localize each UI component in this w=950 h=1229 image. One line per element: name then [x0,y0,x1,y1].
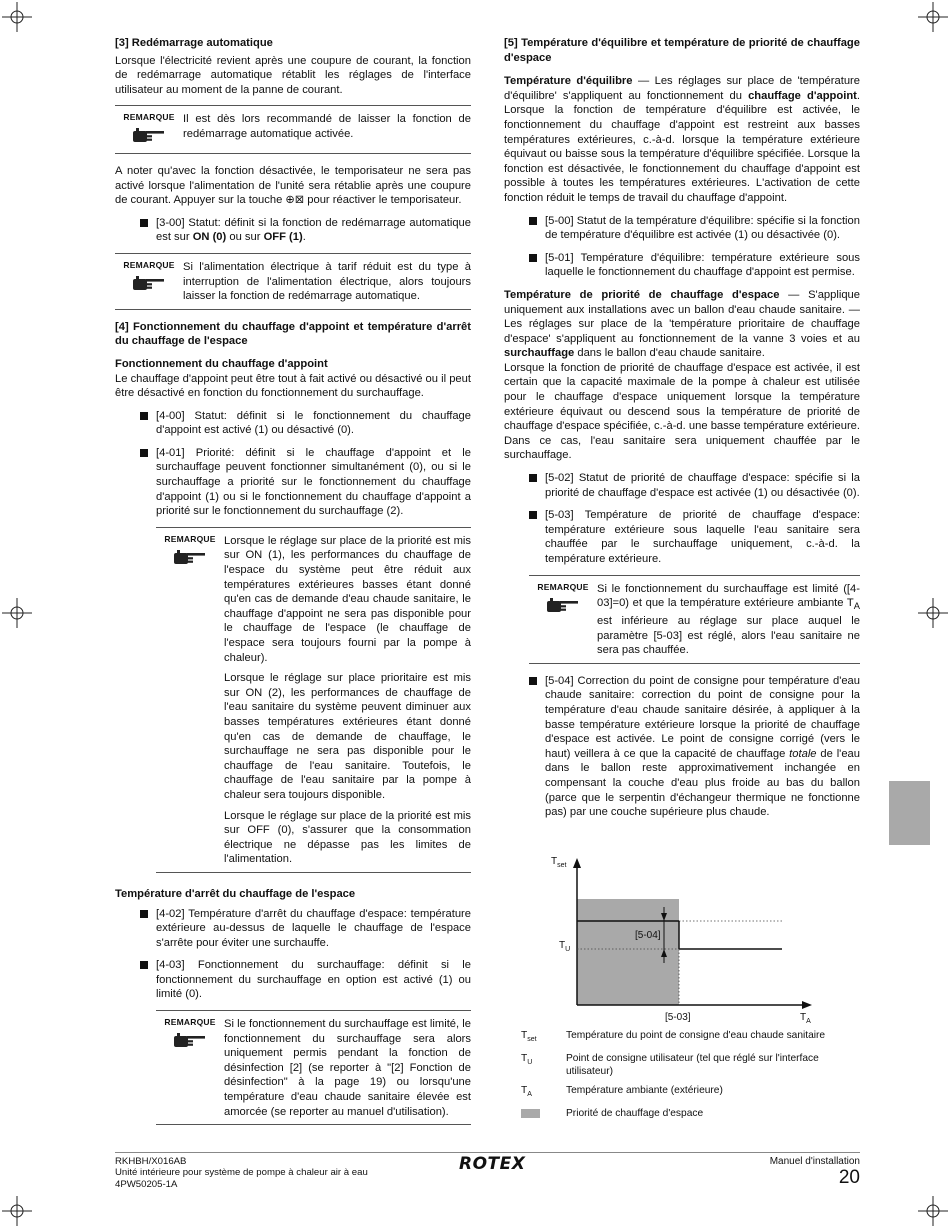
product-description: Unité intérieure pour système de pompe à chaleur air à eau [115,1167,368,1179]
model-code: RKHBH/X016AB [115,1156,187,1167]
param-4-01: [4-01] Priorité: définit si le chauffage d'appoint et le surchauffage peuvent fonctionner simultanément (0), ou si le surchauffage a priorité sur le fonctionnement du chauffage d'appoint (1) ou si le fonctionnement du chauffage d'appoint a priorité sur le fonctionnement du surchauffage (2). [140,446,471,519]
remark-label: REMARQUE [164,1017,216,1028]
param-5-02: [5-02] Statut de priorité de chauffage d'espace: spécifie si la priorité de chauffage d'espace est activée (1) ou désactivée (0). [529,471,860,500]
legend-row: Priorité de chauffage d'espace [521,1107,861,1122]
legend-row: $T_{set}$ Température du point de consigne d'eau chaude sanitaire [521,1030,826,1044]
param-4-00: [4-00] Statut: définit si le fonctionnement du chauffage d'appoint est activé (1) ou désactivé (0). [140,409,471,438]
section-3-intro: Lorsque l'électricité revient après une coupure de courant, la fonction de redémarrage automatique rétablit les réglages de l'interface utilisateur au moment de la panne de courant. [115,54,471,96]
remark-label: REMARQUE [164,533,216,544]
remark-box [156,527,471,873]
priority-temp-paragraph: Température de priorité de chauffage d'espace — S'applique uniquement aux installations avec un ballon d'eau chaude sanitaire. — Les réglages sur place de la 'température prioritaire de chauffage d'espace' s'appliquent au fonctionnement de la vanne 3 voies et au surchauffage dans le ballon d'eau chaude sanitaire. [504,288,860,360]
registration-mark-top-right [918,2,948,32]
param-5-00: [5-00] Statut de la température d'équilibre: spécifie si la fonction de température d'équilibre est activée (1) ou désactivée (0). [529,214,860,243]
manual-name: Manuel d'installation [769,1156,860,1167]
registration-mark-mid-left [2,598,32,628]
param-4-02: [4-02] Température d'arrêt du chauffage d'espace: température extérieure au-dessus de laquelle le chauffage de l'espace s'arrête pour éviter une surchauffe. [140,907,471,951]
remark-text: Si l'alimentation électrique à tarif réduit est du type à interruption de l'alimentation électrique, alors toujours laisser la fonction de redémarrage automatique. [183,260,471,303]
page-number: 20 [838,1167,860,1188]
diagram-legend [521,1029,861,1128]
right-column [504,36,860,828]
remark-box [115,253,471,310]
section-4-intro: Le chauffage d'appoint peut être tout à fait activé ou désactivé ou il peut être désactivé en fonction du fonctionnement du surchauffage. [115,372,471,400]
pointing-hand-icon [173,1032,207,1048]
remark-text: Il est dès lors recommandé de laisser la fonction de redémarrage automatique activée. [183,113,471,140]
priority-temp-paragraph-2: Lorsque la fonction de priorité de chauffage d'espace est activée, il est certain que la capacité maximale de la pompe à chaleur est utilisée pour le chauffage d'espace uniquement lorsque la température extérieure équivaut ou descend sous la température de priorité de chauffage d'espace spécifiée, c.-à-d. une basse température extérieure. Dans ce cas, l'eau sanitaire sera uniquement chauffée par le surchauffage. [504,361,860,462]
x-axis-label: $T_A$ [800,1012,811,1025]
left-column [115,36,471,1135]
registration-mark-bottom-right [918,1196,948,1226]
setpoint-diagram [540,852,820,1027]
remark-box [156,1010,471,1125]
pointing-hand-icon [132,275,166,291]
remark-label: REMARQUE [123,259,175,270]
document-code: 4PW50205-1A [115,1178,178,1190]
registration-mark-top-left [2,2,32,32]
param-3-00: [3-00] Statut: définit si la fonction de redémarrage automatique est sur ON (0) ou sur OFF (1). [140,216,471,245]
remark-text: Lorsque le réglage sur place de la priorité est mis sur ON (1), les performances du chauffage de l'espace du système peut être réduit aux températures extérieures basses étant donné qu'en cas de demande d'eau chaude sanitaire, le chauffage d'appoint ne sera pas disponible pour le chauffage de l'espace (le chauffage de l'espace sera toujours fourni par la pompe à chaleur). Lorsque le réglage sur place prioritaire est mis sur ON (2), les performances de chauffage de l'eau sanitaire du système peuvent diminuer aux basses températures extérieures étant donné qu'en cas de demande de chauffage, le surchauffage ne sera pas disponible pour le chauffage de l'eau sanitaire. Toutefois, le chauffage de l'eau sanitaire par la pompe à chaleur sera toujours disponible. Lorsque le réglage sur place de la priorité est mis sur OFF (0), s'assurer que la consommation électrique ne dépasse pas les limites de l'alimentation. [224,534,471,866]
section-4-subtitle-2: Température d'arrêt du chauffage de l'espace [115,887,356,900]
pointing-hand-icon [546,597,580,613]
y-axis-arrow-icon [573,858,581,868]
remark-text: Si le fonctionnement du surchauffage est limité, le fonctionnement du surchauffage sera alors uniquement permis pendant la fonction de désinfection [2] (se reporter à "[2] Fonction de désinfection" à la page 19) ou lorsqu'une température d'eau chaude sanitaire élevée est amorcée (se reporter au manuel d'utilisation). [224,1018,471,1118]
registration-mark-mid-right [918,598,948,628]
pointing-hand-icon [173,549,207,565]
remark-label: REMARQUE [123,112,175,123]
remark-text: Si le fonctionnement du surchauffage est limité ([4-03]=0) et que la température extérieure ambiante $T_A$ est inférieure au réglage sur place auquel le paramètre [5-03] est réglé, alors l'eau sanitaire ne sera pas chauffée. [597,582,860,657]
footer-left [115,1156,368,1190]
y-axis-label: $T_{set}$ [551,856,567,869]
rotex-logo: ROTEX [459,1154,526,1174]
param-4-03: [4-03] Fonctionnement du surchauffage: définit si le fonctionnement du surchauffage en option est activé (1) ou limité (0). [140,958,471,1002]
section-3-note: A noter qu'avec la fonction désactivée, le temporisateur ne sera pas activé lorsque l'alimentation de l'unité sera rétablie après une coupure de courant. Appuyer sur la touche ⊕⊠ pour réactiver le temporisateur. [115,164,471,207]
chapter-side-tab [889,781,930,845]
param-5-01: [5-01] Température d'équilibre: température extérieure sous laquelle le fonctionnement du chauffage d'appoint est permise. [529,251,860,280]
section-4-title: [4] Fonctionnement du chauffage d'appoint et température d'arrêt du chauffage de l'espace [115,320,471,348]
section-3-title: [3] Redémarrage automatique [115,37,273,49]
section-4-subtitle: Fonctionnement du chauffage d'appoint [115,357,328,370]
footer-right [770,1156,860,1188]
correction-label: [5-04] [635,930,661,941]
balance-temp-paragraph: Température d'équilibre — Les réglages sur place de 'température d'équilibre' s'appliquent au fonctionnement du chauffage d'appoint. Lorsque la fonction de température d'équilibre est activée, le fonctionnement du chauffage d'appoint est restreint aux basses températures extérieures, c.-à-d. lorsque la température extérieure équivaut ou baisse sous la température d'équilibre spécifiée. Lorsque la fonction est désactivée, le fonctionnement du chauffage d'appoint est possible à toutes les températures extérieures. L'activation de cette fonction réduit le temps de travail du chauffage d'appoint. [504,75,861,204]
legend-row: $T_U$ Point de consigne utilisateur (tel que réglé sur l'interface utilisateur) [521,1053,819,1078]
remark-label: REMARQUE [537,581,589,592]
remark-box [115,105,471,154]
legend-row: $T_A$ Température ambiante (extérieure) [521,1085,723,1099]
remark-box [529,575,860,664]
priority-swatch [521,1109,540,1118]
registration-mark-bottom-left [2,1196,32,1226]
x-axis-arrow-icon [802,1001,812,1009]
footer-divider [115,1152,860,1153]
section-5-title: [5] Température d'équilibre et température de priorité de chauffage d'espace [504,37,860,64]
tu-label: $T_U$ [559,940,571,953]
x-mark-label: [5-03] [665,1012,691,1023]
param-5-04: [5-04] Correction du point de consigne pour température d'eau chaude sanitaire: correction du point de consigne pour la température d'eau chaude sanitaire désirée, à appliquer à la basse température extérieure lorsque la priorité de chauffage d'espace est activée. Le point de consigne corrigé (vers le haut) veillera à ce que la capacité de chauffage totale de l'eau dans le ballon reste approximativement inchangée en compensant la couche d'eau plus froide au bas du ballon (parce que le serpentin d'échangeur thermique ne fonctionne pas) par une couche supérieure plus chaude. [529,674,860,820]
pointing-hand-icon [132,127,166,143]
param-5-03: [5-03] Température de priorité de chauffage d'espace: température extérieure sous laquelle l'eau sanitaire sera chauffée par le surchauffage uniquement, c.-à-d. la température extérieure. [529,508,860,566]
